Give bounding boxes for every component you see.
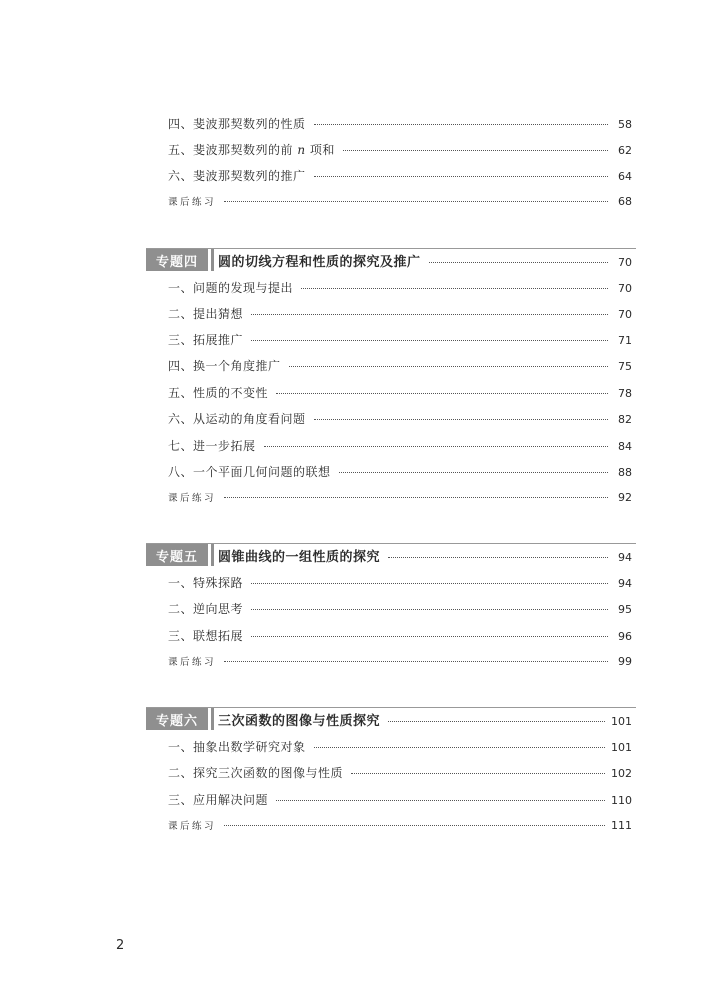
- chapter-divider: [146, 707, 636, 708]
- dot-leader: [251, 340, 608, 341]
- toc-item-page: 101: [611, 741, 632, 754]
- chapter-title: 圆锥曲线的一组性质的探究: [218, 550, 381, 565]
- dot-leader: [224, 201, 608, 202]
- toc-item[interactable]: [168, 115, 632, 132]
- toc-item-title: 三、拓展推广: [168, 333, 244, 347]
- toc-item[interactable]: [168, 627, 632, 644]
- toc-item-page: 75: [618, 360, 632, 373]
- chapter-page: 94: [618, 551, 632, 564]
- dot-leader: [276, 800, 605, 801]
- toc-item[interactable]: [168, 305, 632, 322]
- toc-item-page: 62: [618, 144, 632, 157]
- toc-item-page: 70: [618, 308, 632, 321]
- dot-leader: [351, 773, 605, 774]
- dot-leader: [251, 636, 608, 637]
- toc-item-practice[interactable]: [168, 490, 632, 504]
- dot-leader: [276, 393, 608, 394]
- toc-item-title: 课后练习: [168, 657, 217, 668]
- dot-leader: [429, 262, 608, 263]
- chapter-badge: 专题六: [146, 708, 211, 730]
- title-part: 项和: [309, 143, 335, 157]
- dot-leader: [339, 472, 608, 473]
- dot-leader: [314, 419, 608, 420]
- chapter-title: 三次函数的图像与性质探究: [218, 714, 381, 729]
- toc-item-page: 82: [618, 413, 632, 426]
- toc-item-page: 64: [618, 170, 632, 183]
- dot-leader: [224, 497, 608, 498]
- toc-item[interactable]: [168, 791, 632, 808]
- toc-item-title: 六、从运动的角度看问题: [168, 412, 306, 426]
- chapter-heading[interactable]: [218, 710, 632, 729]
- toc-item[interactable]: [168, 357, 632, 374]
- toc-item[interactable]: [168, 141, 632, 158]
- toc-item-title: 五、性质的不变性: [168, 386, 269, 400]
- dot-leader: [224, 661, 608, 662]
- toc-item-practice[interactable]: [168, 194, 632, 208]
- toc-item-page: 92: [618, 491, 632, 504]
- dot-leader: [224, 825, 605, 826]
- chapter-heading[interactable]: [218, 546, 632, 565]
- toc-item-page: 95: [618, 603, 632, 616]
- toc-item-title: 一、抽象出数学研究对象: [168, 740, 306, 754]
- toc-item-page: 99: [618, 655, 632, 668]
- chapter-title: 圆的切线方程和性质的探究及推广: [218, 255, 421, 270]
- toc-item-title: 一、问题的发现与提出: [168, 281, 294, 295]
- toc-item-page: 68: [618, 195, 632, 208]
- toc-item[interactable]: [168, 574, 632, 591]
- toc-item-title: 四、换一个角度推广: [168, 359, 281, 373]
- toc-item[interactable]: [168, 463, 632, 480]
- dot-leader: [251, 583, 608, 584]
- toc-item[interactable]: [168, 410, 632, 427]
- dot-leader: [388, 557, 608, 558]
- dot-leader: [314, 747, 605, 748]
- toc-item[interactable]: [168, 764, 632, 781]
- toc-item-page: 70: [618, 282, 632, 295]
- toc-item-page: 110: [611, 794, 632, 807]
- toc-item-page: 111: [611, 819, 632, 832]
- toc-item-page: 94: [618, 577, 632, 590]
- dot-leader: [264, 446, 608, 447]
- chapter-badge: 专题五: [146, 544, 211, 566]
- toc-item-title: 二、逆向思考: [168, 602, 244, 616]
- toc-item-page: 84: [618, 440, 632, 453]
- toc-item-page: 78: [618, 387, 632, 400]
- toc-item-page: 96: [618, 630, 632, 643]
- toc-item-title: 二、探究三次函数的图像与性质: [168, 766, 344, 780]
- toc-item-title: 课后练习: [168, 493, 217, 504]
- dot-leader: [388, 721, 605, 722]
- dot-leader: [343, 150, 608, 151]
- toc-item-title: 三、应用解决问题: [168, 793, 269, 807]
- toc-item[interactable]: [168, 279, 632, 296]
- chapter-badge: 专题四: [146, 249, 211, 271]
- toc-item[interactable]: [168, 384, 632, 401]
- chapter-page: 101: [611, 715, 632, 728]
- toc-item-title: 课后练习: [168, 197, 217, 208]
- variable-n: n: [297, 143, 306, 157]
- toc-item-title: 三、联想拓展: [168, 629, 244, 643]
- toc-item[interactable]: [168, 738, 632, 755]
- dot-leader: [314, 124, 608, 125]
- toc-item-title: 二、提出猜想: [168, 307, 244, 321]
- toc-item[interactable]: [168, 331, 632, 348]
- chapter-page: 70: [618, 256, 632, 269]
- toc-item-title: 七、进一步拓展: [168, 439, 256, 453]
- toc-item-title: [168, 141, 335, 158]
- chapter-heading[interactable]: [218, 251, 632, 270]
- toc-item-title: 一、特殊探路: [168, 576, 244, 590]
- dot-leader: [301, 288, 608, 289]
- chapter-divider: [146, 543, 636, 544]
- toc-item[interactable]: [168, 167, 632, 184]
- title-part: 五、斐波那契数列的前: [168, 143, 294, 157]
- toc-item-page: 71: [618, 334, 632, 347]
- toc-item-page: 102: [611, 767, 632, 780]
- toc-item-practice[interactable]: [168, 818, 632, 832]
- page-number: 2: [116, 938, 125, 953]
- chapter-divider: [146, 248, 636, 249]
- toc-item[interactable]: [168, 600, 632, 617]
- toc-item-practice[interactable]: [168, 654, 632, 668]
- toc-item-title: 四、斐波那契数列的性质: [168, 117, 306, 131]
- toc-item-page: 88: [618, 466, 632, 479]
- dot-leader: [251, 314, 608, 315]
- dot-leader: [289, 366, 608, 367]
- toc-item-page: 58: [618, 118, 632, 131]
- toc-item-title: 八、一个平面几何问题的联想: [168, 465, 331, 479]
- dot-leader: [251, 609, 608, 610]
- toc-item-title: 六、斐波那契数列的推广: [168, 169, 306, 183]
- dot-leader: [314, 176, 608, 177]
- toc-item-title: 课后练习: [168, 821, 217, 832]
- toc-item[interactable]: [168, 437, 632, 454]
